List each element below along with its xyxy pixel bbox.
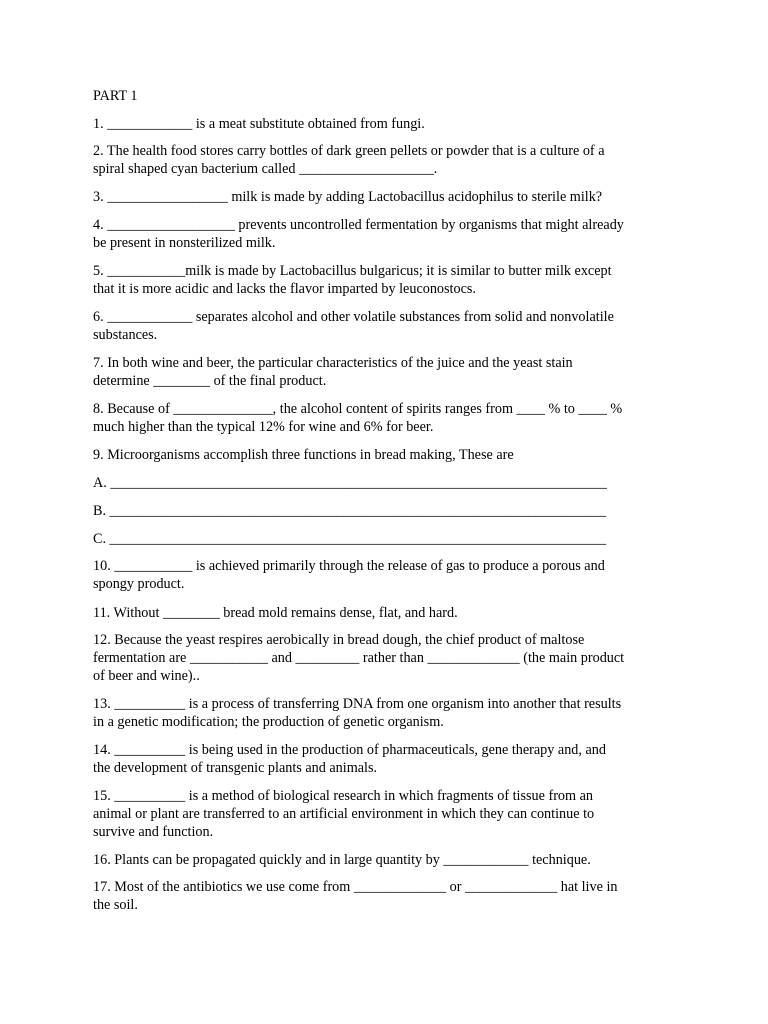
question-9-answer-c: C. ______________________________________________________________________ [93, 531, 607, 547]
question-4-line-2: be present in nonsterilized milk. [93, 235, 276, 251]
question-17-line-2: the soil. [93, 897, 138, 913]
question-5-line-1: 5. ___________milk is made by Lactobacillus bulgaricus; it is similar to butter milk except [93, 263, 612, 279]
question-14-line-1: 14. __________ is being used in the production of pharmaceuticals, gene therapy and, and [93, 742, 606, 758]
question-15-line-1: 15. __________ is a method of biological research in which fragments of tissue from an [93, 788, 593, 804]
question-10-line-1: 10. ___________ is achieved primarily through the release of gas to produce a porous and [93, 558, 605, 574]
question-3-line: 3. _________________ milk is made by adding Lactobacillus acidophilus to sterile milk? [93, 189, 603, 205]
question-17-line-1: 17. Most of the antibiotics we use come from _____________ or _____________ hat live in [93, 879, 618, 895]
question-15-line-3: survive and function. [93, 824, 214, 840]
question-12-line-1: 12. Because the yeast respires aerobically in bread dough, the chief product of maltose [93, 632, 585, 648]
question-12-line-3: of beer and wine).. [93, 668, 200, 684]
question-11-line: 11. Without ________ bread mold remains dense, flat, and hard. [93, 605, 458, 621]
question-4-line-1: 4. __________________ prevents uncontrolled fermentation by organisms that might already [93, 217, 624, 233]
question-6-line-1: 6. ____________ separates alcohol and other volatile substances from solid and nonvolatile [93, 309, 614, 325]
question-8-line-1: 8. Because of ______________, the alcohol content of spirits ranges from ____ % to ____ % [93, 401, 623, 417]
question-16-line: 16. Plants can be propagated quickly and in large quantity by ____________ technique. [93, 852, 591, 868]
question-12-line-2: fermentation are ___________ and _________ rather than _____________ (the main product [93, 650, 625, 666]
question-5-line-2: that it is more acidic and lacks the flavor imparted by leuconostocs. [93, 281, 476, 297]
question-10-line-2: spongy product. [93, 576, 185, 592]
question-13-line-2: in a genetic modification; the production of genetic organism. [93, 714, 444, 730]
question-7-line-1: 7. In both wine and beer, the particular characteristics of the juice and the yeast stain [93, 355, 573, 371]
question-6-line-2: substances. [93, 327, 158, 343]
question-2-line-1: 2. The health food stores carry bottles of dark green pellets or powder that is a culture of a [93, 143, 605, 159]
question-8-line-2: much higher than the typical 12% for wine and 6% for beer. [93, 419, 434, 435]
question-7-line-2: determine ________ of the final product. [93, 373, 327, 389]
question-9-answer-a: A. ______________________________________________________________________ [93, 475, 607, 491]
section-heading: PART 1 [93, 88, 138, 104]
question-1-line: 1. ____________ is a meat substitute obtained from fungi. [93, 116, 425, 132]
question-14-line-2: the development of transgenic plants and animals. [93, 760, 378, 776]
question-9-line: 9. Microorganisms accomplish three functions in bread making, These are [93, 447, 514, 463]
question-15-line-2: animal or plant are transferred to an artificial environment in which they can continue to [93, 806, 595, 822]
question-9-answer-b: B. ______________________________________________________________________ [93, 503, 607, 519]
question-2-line-2: spiral shaped cyan bacterium called ___________________. [93, 161, 438, 177]
question-13-line-1: 13. __________ is a process of transferring DNA from one organism into another that results [93, 696, 622, 712]
